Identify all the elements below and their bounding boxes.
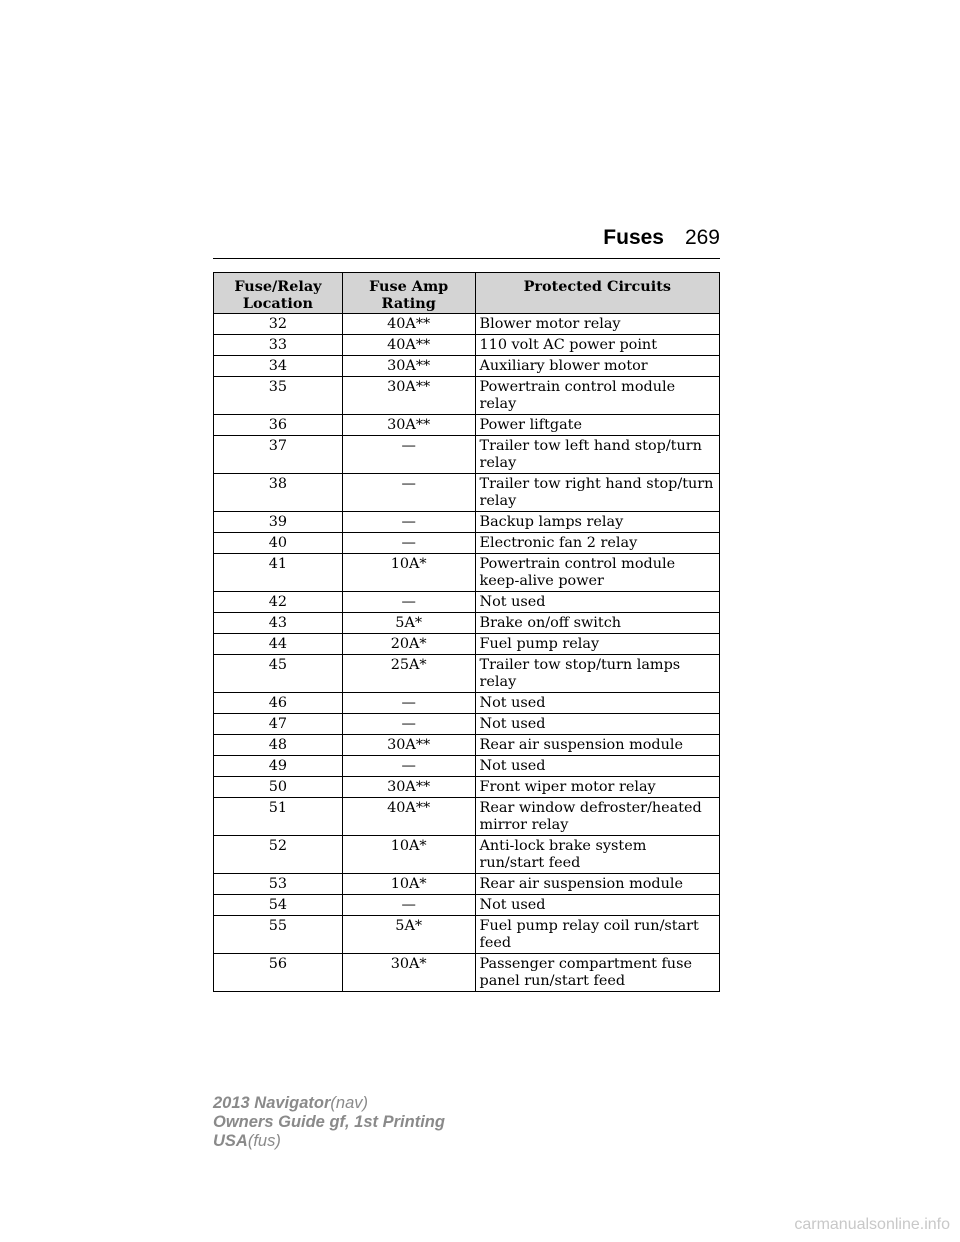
footer-market-code: (fus) (247, 1132, 281, 1150)
table-header-row (214, 273, 720, 314)
column-header-line: Fuse Amp (369, 278, 449, 295)
cell-location: 48 (214, 735, 343, 756)
cell-rating: 40A** (342, 798, 475, 836)
cell-circuit: Rear window defroster/heated mirror relay (475, 798, 719, 836)
cell-rating: — (342, 436, 475, 474)
cell-rating: 10A* (342, 836, 475, 874)
cell-rating: 30A** (342, 777, 475, 798)
table-row (214, 533, 720, 554)
cell-circuit: Electronic fan 2 relay (475, 533, 719, 554)
cell-circuit: Not used (475, 895, 719, 916)
section-title: Fuses (603, 226, 664, 249)
table-row (214, 592, 720, 613)
header-rule (213, 258, 720, 259)
table-row (214, 512, 720, 533)
cell-circuit: Fuel pump relay (475, 634, 719, 655)
cell-location: 37 (214, 436, 343, 474)
footer-market: USA (213, 1132, 248, 1150)
cell-location: 35 (214, 377, 343, 415)
table-row (214, 714, 720, 735)
footer-model: 2013 Navigator (213, 1094, 331, 1112)
cell-circuit: Auxiliary blower motor (475, 356, 719, 377)
cell-location: 36 (214, 415, 343, 436)
cell-circuit: Fuel pump relay coil run/start feed (475, 916, 719, 954)
column-header-circuits (475, 273, 719, 314)
table-row (214, 474, 720, 512)
table-row (214, 314, 720, 335)
cell-circuit: Anti-lock brake system run/start feed (475, 836, 719, 874)
cell-location: 47 (214, 714, 343, 735)
cell-location: 38 (214, 474, 343, 512)
table-row (214, 356, 720, 377)
cell-location: 53 (214, 874, 343, 895)
table-row (214, 916, 720, 954)
cell-location: 41 (214, 554, 343, 592)
column-header-line: Fuse/Relay (234, 278, 322, 295)
cell-circuit: Not used (475, 693, 719, 714)
cell-location: 43 (214, 613, 343, 634)
cell-location: 33 (214, 335, 343, 356)
table-row (214, 655, 720, 693)
cell-rating: — (342, 512, 475, 533)
cell-rating: 10A* (342, 874, 475, 895)
table-row (214, 613, 720, 634)
cell-location: 50 (214, 777, 343, 798)
cell-circuit: Trailer tow right hand stop/turn relay (475, 474, 719, 512)
table-row (214, 756, 720, 777)
footer-guide: Owners Guide gf, 1st Printing (213, 1113, 445, 1131)
column-header-line: Rating (381, 295, 436, 312)
table-row (214, 554, 720, 592)
table-row (214, 777, 720, 798)
column-header-rating (342, 273, 475, 314)
cell-location: 32 (214, 314, 343, 335)
cell-location: 39 (214, 512, 343, 533)
table-row (214, 693, 720, 714)
cell-rating: 30A* (342, 954, 475, 992)
column-header-line: Protected Circuits (523, 278, 671, 295)
footer-model-code: (nav) (330, 1094, 368, 1112)
column-header-location (214, 273, 343, 314)
footer-line-guide (213, 1113, 445, 1132)
cell-rating: — (342, 474, 475, 512)
fuse-table (213, 272, 720, 992)
cell-rating: — (342, 714, 475, 735)
cell-location: 51 (214, 798, 343, 836)
cell-rating: 30A** (342, 356, 475, 377)
cell-rating: — (342, 693, 475, 714)
cell-circuit: Powertrain control module keep-alive power (475, 554, 719, 592)
cell-location: 44 (214, 634, 343, 655)
table-row (214, 415, 720, 436)
table-row (214, 895, 720, 916)
cell-rating: 20A* (342, 634, 475, 655)
cell-circuit: Trailer tow left hand stop/turn relay (475, 436, 719, 474)
cell-rating: 5A* (342, 916, 475, 954)
table-row (214, 335, 720, 356)
cell-circuit: Not used (475, 714, 719, 735)
cell-location: 34 (214, 356, 343, 377)
cell-circuit: Rear air suspension module (475, 874, 719, 895)
cell-circuit: Not used (475, 756, 719, 777)
cell-rating: 40A** (342, 335, 475, 356)
footer-line-market (213, 1132, 445, 1151)
table-row (214, 798, 720, 836)
table-row (214, 377, 720, 415)
cell-rating: 10A* (342, 554, 475, 592)
cell-rating: 30A** (342, 735, 475, 756)
cell-location: 45 (214, 655, 343, 693)
cell-circuit: Front wiper motor relay (475, 777, 719, 798)
cell-circuit: Trailer tow stop/turn lamps relay (475, 655, 719, 693)
cell-rating: 30A** (342, 415, 475, 436)
cell-rating: 30A** (342, 377, 475, 415)
cell-rating: — (342, 533, 475, 554)
cell-rating: 25A* (342, 655, 475, 693)
table-row (214, 954, 720, 992)
page-number: 269 (684, 226, 720, 249)
table-row (214, 735, 720, 756)
cell-location: 55 (214, 916, 343, 954)
cell-circuit: Brake on/off switch (475, 613, 719, 634)
cell-rating: 40A** (342, 314, 475, 335)
cell-location: 52 (214, 836, 343, 874)
cell-circuit: Rear air suspension module (475, 735, 719, 756)
table-row (214, 874, 720, 895)
cell-location: 40 (214, 533, 343, 554)
footer-line-model (213, 1094, 445, 1113)
cell-location: 49 (214, 756, 343, 777)
cell-circuit: Blower motor relay (475, 314, 719, 335)
cell-circuit: Not used (475, 592, 719, 613)
cell-rating: — (342, 756, 475, 777)
print-footer (213, 1094, 445, 1151)
cell-circuit: Power liftgate (475, 415, 719, 436)
page-header (213, 226, 720, 260)
cell-location: 54 (214, 895, 343, 916)
table-row (214, 634, 720, 655)
cell-location: 42 (214, 592, 343, 613)
cell-rating: 5A* (342, 613, 475, 634)
cell-circuit: Passenger compartment fuse panel run/start feed (475, 954, 719, 992)
table-row (214, 436, 720, 474)
cell-rating: — (342, 592, 475, 613)
cell-location: 56 (214, 954, 343, 992)
fuse-table-body (214, 314, 720, 992)
cell-rating: — (342, 895, 475, 916)
cell-circuit: 110 volt AC power point (475, 335, 719, 356)
cell-location: 46 (214, 693, 343, 714)
watermark: carmanualsonline.info (794, 1216, 950, 1233)
table-row (214, 836, 720, 874)
cell-circuit: Powertrain control module relay (475, 377, 719, 415)
cell-circuit: Backup lamps relay (475, 512, 719, 533)
column-header-line: Location (242, 295, 313, 312)
